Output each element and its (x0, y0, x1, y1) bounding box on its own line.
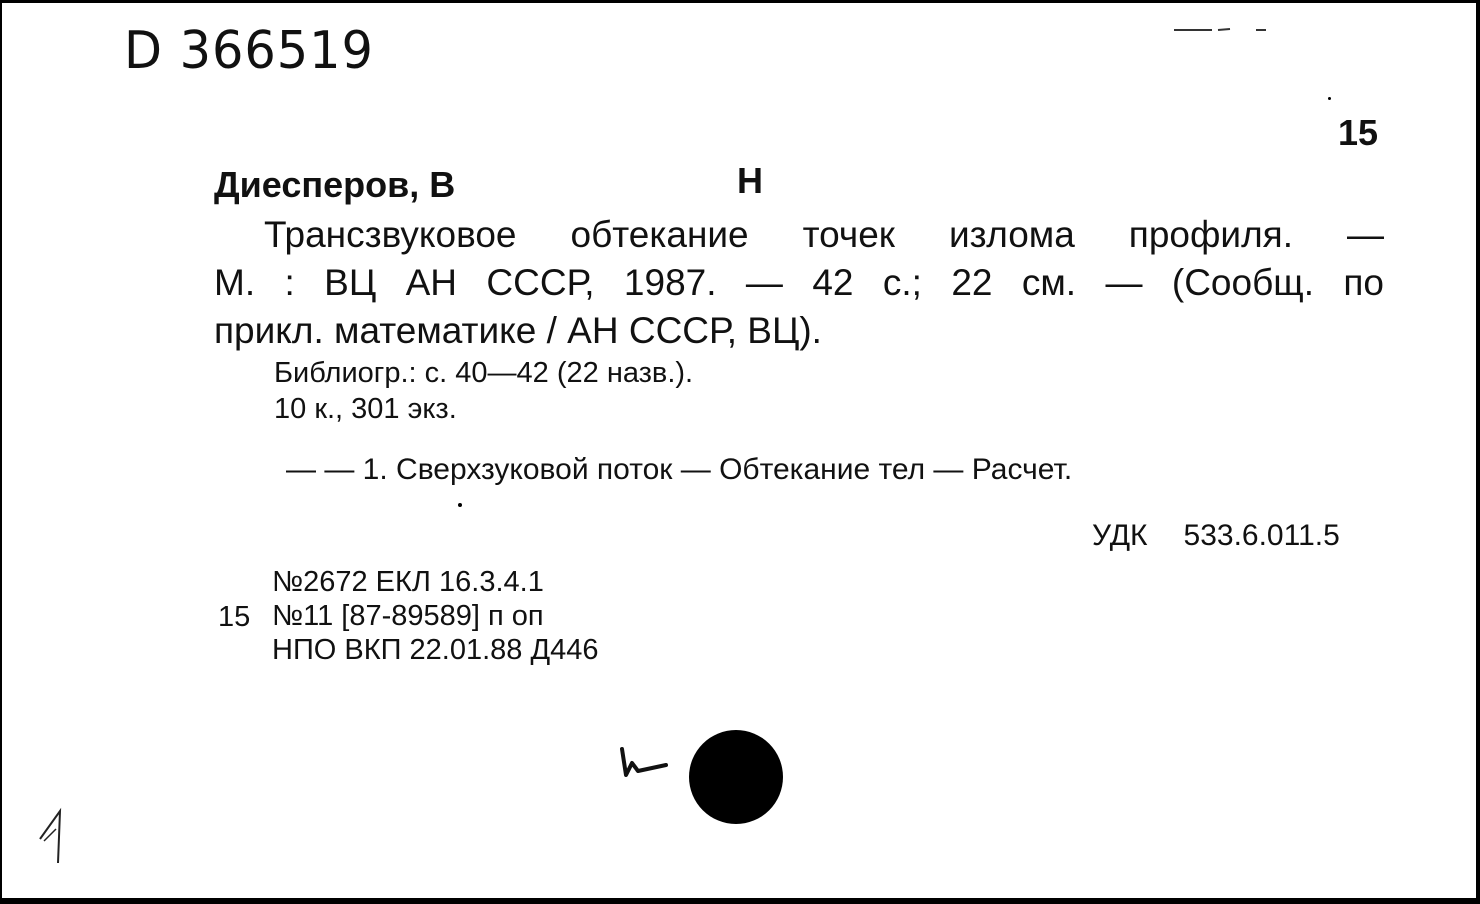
registration-line: №2672 ЕКЛ 16.3.4.1 (272, 566, 544, 598)
handwritten-numeral-icon (36, 809, 76, 865)
ink-speck (1328, 97, 1331, 100)
registration-block (272, 565, 599, 667)
udc-label: УДК (1092, 519, 1148, 552)
ink-speck (1476, 861, 1480, 865)
price-copies-note: 10 к., 301 экз. (274, 393, 457, 425)
registration-line: №11 [87-89589] п оп (272, 600, 544, 632)
page-mark-top: 15 (1338, 112, 1379, 153)
udc-value: 533.6.011.5 (1183, 519, 1340, 552)
hand-tick-and-black-dot-icon (618, 731, 794, 827)
catalog-number: D 366519 (124, 21, 374, 81)
title-line: Трансзвуковое обтекание точек излома профиля. — (264, 214, 1384, 255)
udc-classification (1092, 521, 1340, 551)
title-description-block (214, 211, 1384, 355)
author-initial: Н (737, 160, 763, 201)
title-line: М. : ВЦ АН СССР, 1987. — 42 с.; 22 см. — (Сообщ. по (214, 262, 1384, 303)
bibliography-note: Библиогр.: с. 40—42 (22 назв.). (274, 357, 694, 389)
author-heading: Диесперов, В (214, 164, 456, 205)
registration-number-left: 15 (218, 601, 251, 633)
pencil-dash-mark (1174, 27, 1266, 33)
registration-line: НПО ВКП 22.01.88 Д446 (272, 634, 599, 666)
ink-speck (458, 503, 462, 507)
notes-block (274, 355, 693, 427)
subject-headings: — — 1. Сверхзуковой поток — Обтекание тел — Расчет. (286, 453, 1073, 486)
title-line: прикл. математике / АН СССР, ВЦ). (214, 310, 822, 351)
